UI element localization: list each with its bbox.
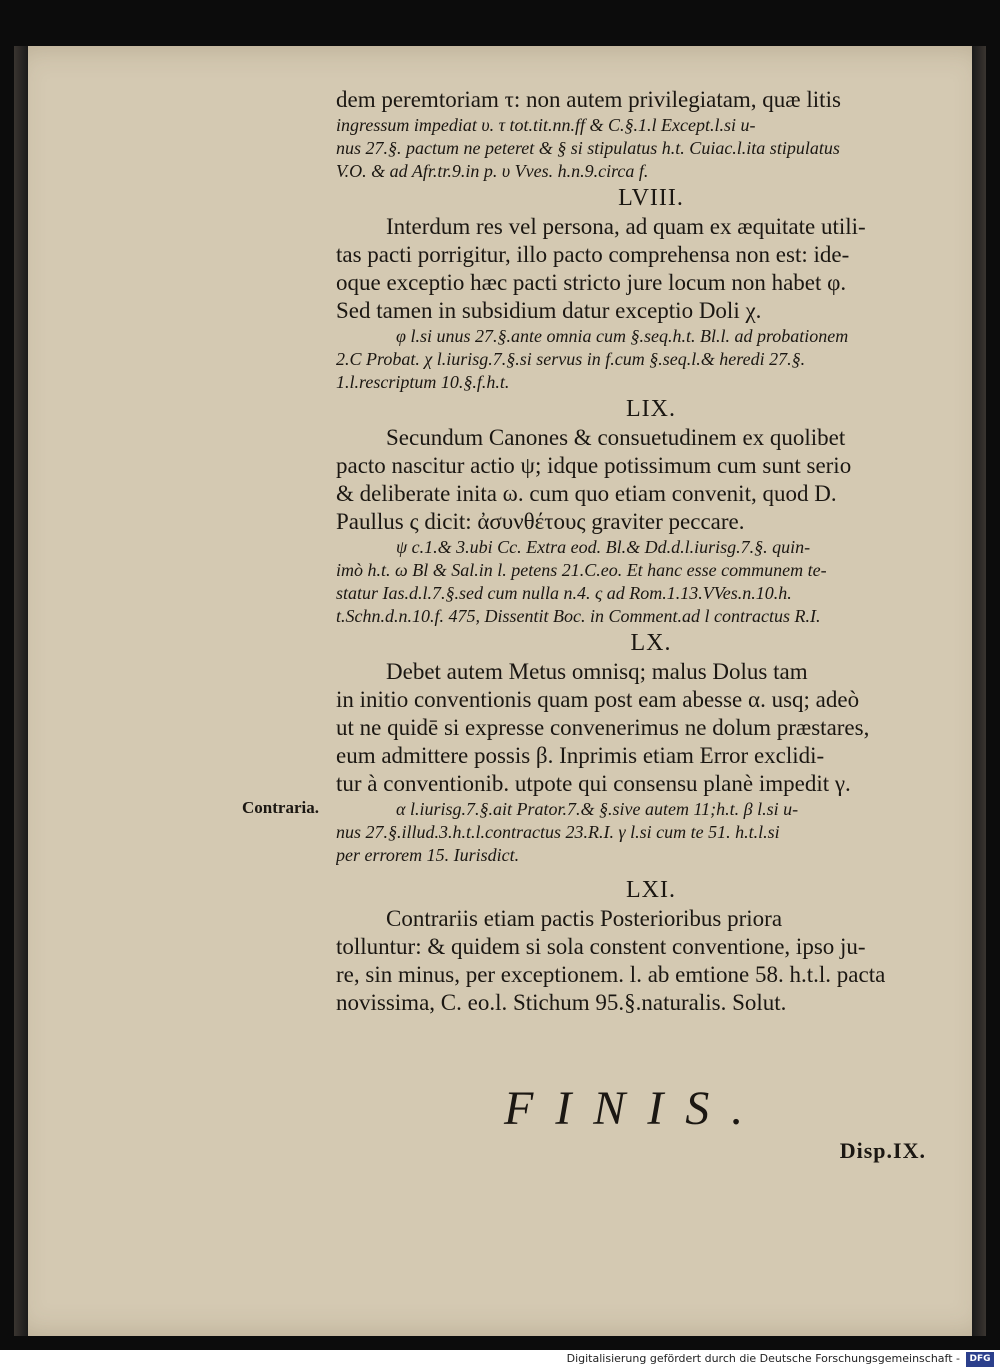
footnote-line: ψ c.1.& 3.ubi Cc. Extra eod. Bl.& Dd.d.l.iurisg.7.§. quin-: [396, 537, 811, 557]
text-line: Paullus ς dicit: ἀσυνθέτους graviter peccare.: [336, 509, 745, 534]
margin-note: Contraria.: [242, 798, 319, 817]
text-line: Secundum Canones & consuetudinem ex quolibet: [386, 425, 846, 450]
footnote-line: nus 27.§.illud.3.h.t.l.contractus 23.R.I. γ l.si cum te 51. h.t.l.si: [336, 822, 780, 842]
text-line: Contrariis etiam pactis Posterioribus priora: [386, 906, 783, 931]
text-line: pacto nascitur actio ψ; idque potissimum cum sunt serio: [336, 453, 852, 478]
text-line: re, sin minus, per exceptionem. l. ab emtione 58. h.t.l. pacta: [336, 962, 886, 987]
footnote-line: α l.iurisg.7.§.ait Prator.7.& §.sive autem 11;h.t. β l.si u-: [396, 799, 799, 819]
footnote-line: nus 27.§. pactum ne peteret & § si stipulatus h.t. Cuiac.l.ita stipulatus: [336, 138, 840, 158]
footnote-line: 2.C Probat. χ l.iurisg.7.§.si servus in f.cum §.seq.l.& heredi 27.§.: [336, 349, 806, 369]
dfg-logo-icon: DFG: [966, 1352, 994, 1367]
text-line: tur à conventionib. utpote qui consensu planè impedit γ.: [336, 771, 851, 796]
text-line: tolluntur: & quidem si sola constent conventione, ipso ju-: [336, 934, 866, 959]
text-line: ut ne quidē si expresse convenerimus ne dolum præstares,: [336, 715, 870, 740]
text-line: dem peremtoriam τ: non autem privilegiatam, quæ litis: [336, 87, 841, 112]
footnote-line: imò h.t. ω Bl & Sal.in l. petens 21.C.eo. Et hanc esse communem te-: [336, 560, 827, 580]
catchword: Disp.IX.: [839, 1138, 926, 1163]
section-heading-59: LIX.: [626, 396, 676, 422]
text-line: in initio conventionis quam post eam abesse α. usq; adeò: [336, 687, 860, 712]
footer-credit: Digitalisierung gefördert durch die Deutsche Forschungsgemeinschaft -: [566, 1352, 960, 1365]
footnote-line: V.O. & ad Afr.tr.9.in p. υ Vves. h.n.9.circa f.: [336, 161, 649, 181]
footnote-line: φ l.si unus 27.§.ante omnia cum §.seq.h.t. Bl.l. ad probationem: [396, 326, 849, 346]
book-page: [14, 46, 986, 1336]
page-edge-right: [972, 46, 986, 1336]
footer-bar: [0, 1350, 1000, 1370]
spacer: [336, 867, 966, 875]
footnote-line: statur Ias.d.l.7.§.sed cum nulla n.4. ς ad Rom.1.13.VVes.n.10.h.: [336, 583, 792, 603]
main-text-block: [336, 86, 966, 1017]
text-line: oque exceptio hæc pacti stricto jure locum non habet φ.: [336, 270, 847, 295]
page-edge-left: [14, 46, 28, 1336]
text-line: eum admittere possis β. Inprimis etiam Error exclidi-: [336, 743, 825, 768]
footnote-line: ingressum impediat υ. τ tot.tit.nn.ff & C.§.1.l Except.l.si u-: [336, 115, 756, 135]
text-line: novissima, C. eo.l. Stichum 95.§.naturalis. Solut.: [336, 990, 787, 1015]
footnote-line: t.Schn.d.n.10.f. 475, Dissentit Boc. in Comment.ad l contractus R.I.: [336, 606, 821, 626]
section-heading-61: LXI.: [626, 877, 676, 903]
text-line: Debet autem Metus omnisq; malus Dolus tam: [386, 659, 808, 684]
text-line: & deliberate inita ω. cum quo etiam convenit, quod D.: [336, 481, 837, 506]
section-heading-58: LVIII.: [618, 185, 684, 211]
text-line: Interdum res vel persona, ad quam ex æquitate utili-: [386, 214, 866, 239]
finis-text: FINIS.: [504, 1082, 766, 1135]
text-line: tas pacti porrigitur, illo pacto comprehensa non est: ide-: [336, 242, 850, 267]
text-line: Sed tamen in subsidium datur exceptio Doli χ.: [336, 298, 762, 323]
footnote-line: 1.l.rescriptum 10.§.f.h.t.: [336, 372, 510, 392]
footnote-line: per errorem 15. Iurisdict.: [336, 845, 520, 865]
section-heading-60: LX.: [630, 630, 672, 656]
